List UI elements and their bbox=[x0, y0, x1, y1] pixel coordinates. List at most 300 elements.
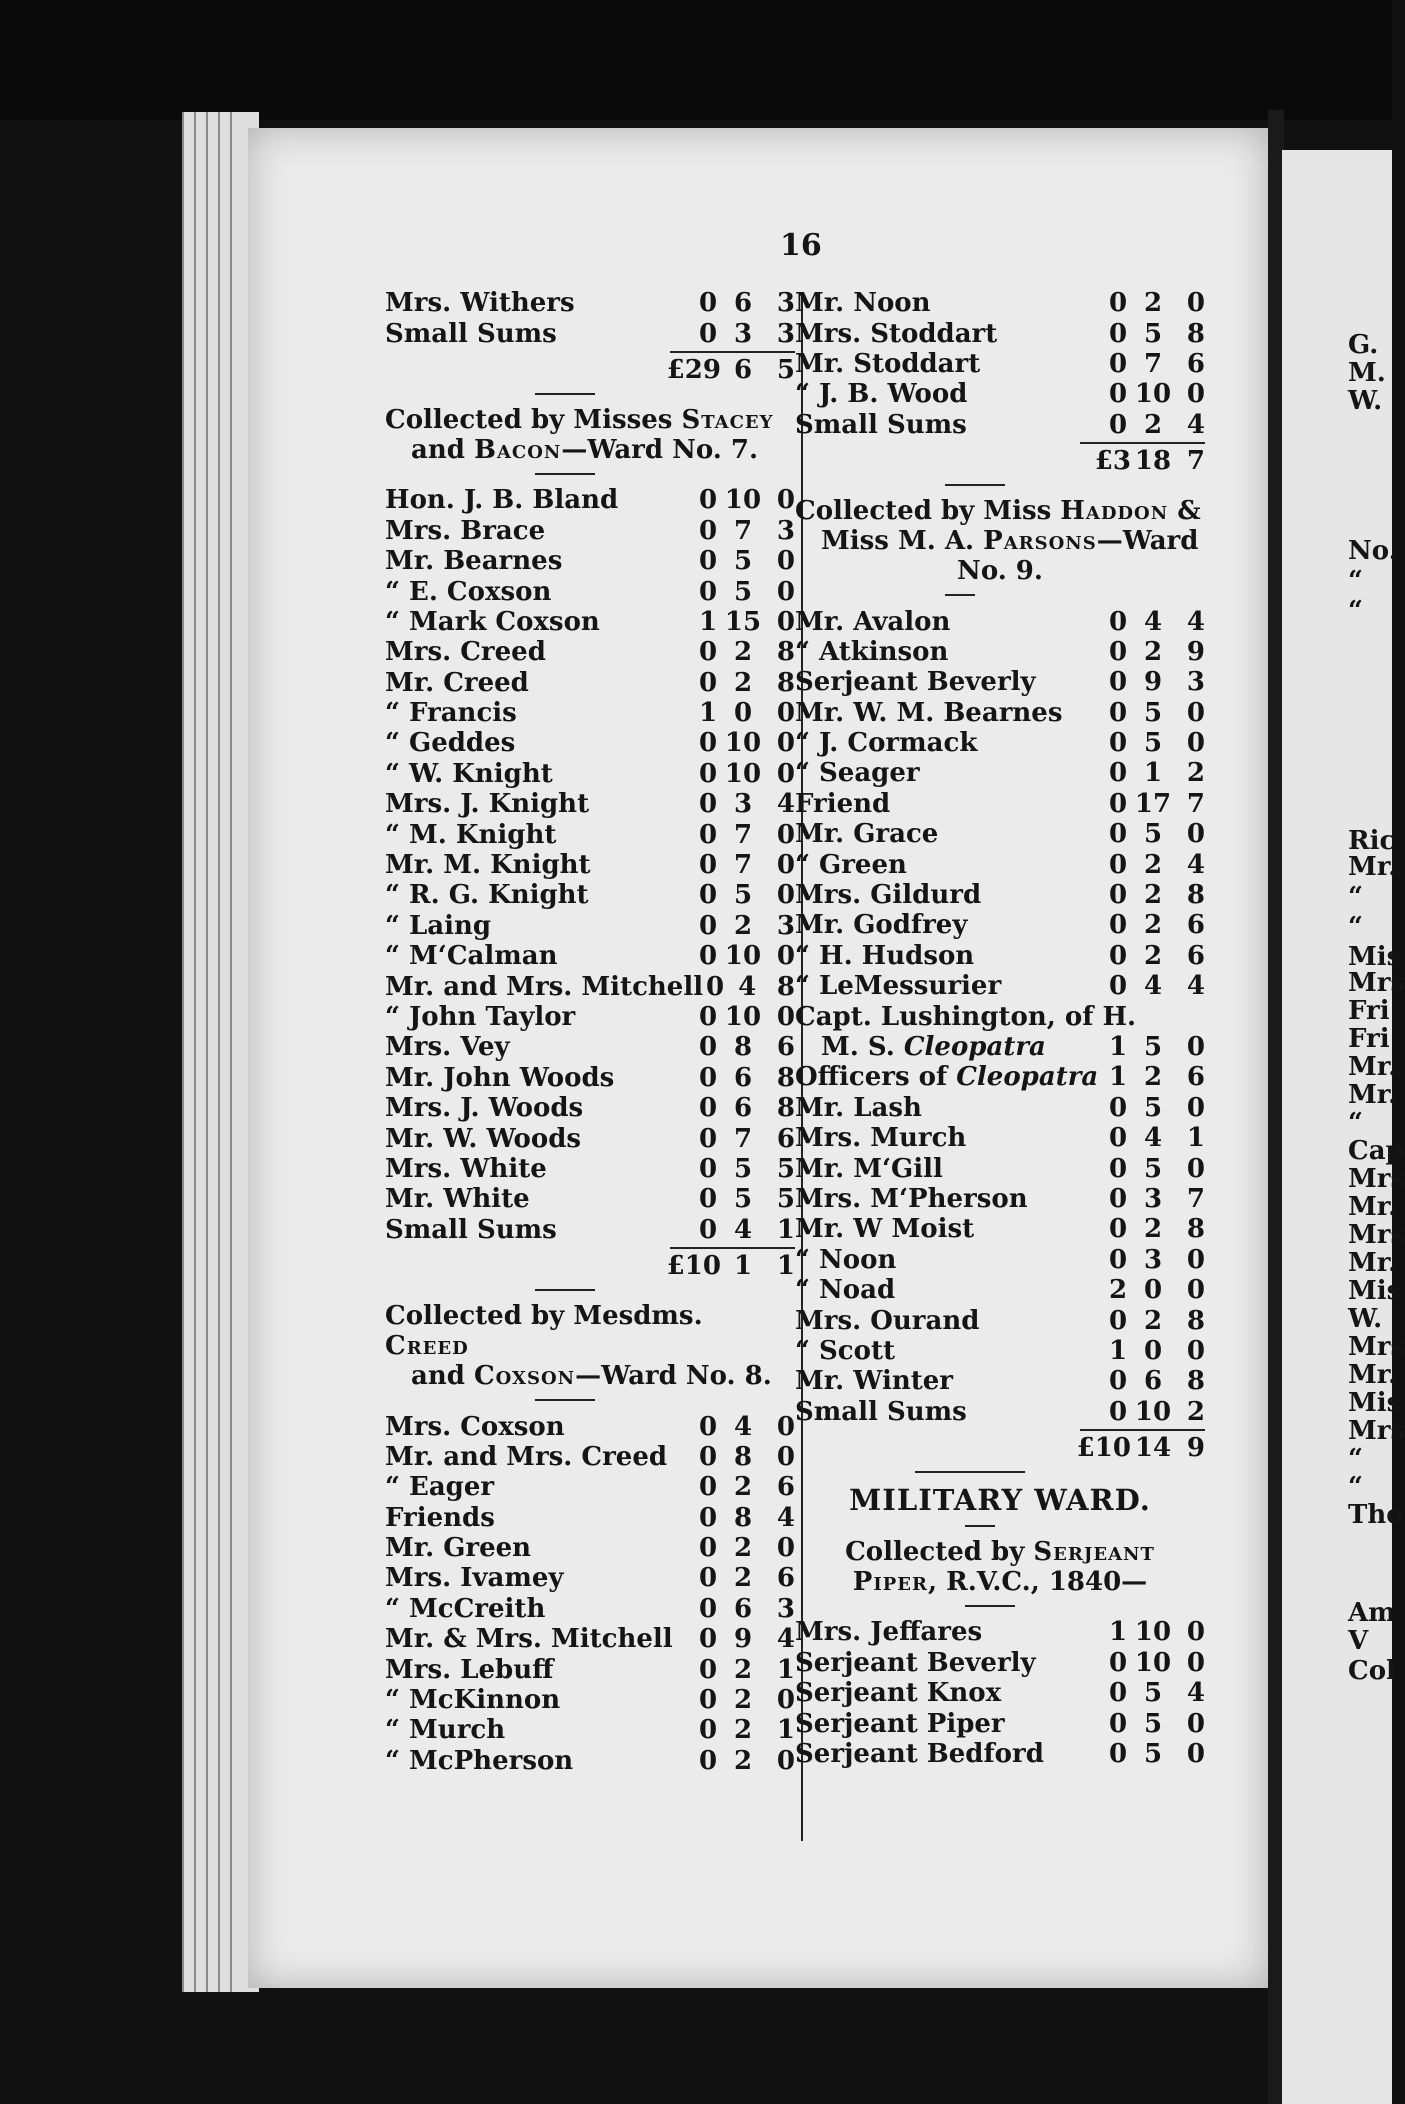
list-item bbox=[385, 789, 795, 819]
pounds: 0 bbox=[698, 1593, 718, 1624]
pounds: 0 bbox=[698, 789, 718, 820]
contributor-name: Mrs. Gildurd bbox=[795, 880, 982, 911]
pounds: 0 bbox=[1108, 1366, 1128, 1397]
facing-page-text: “ bbox=[1348, 882, 1363, 912]
pence: 0 bbox=[1186, 288, 1205, 319]
section-heading-ward-7: Collected by Misses Stacey and Bacon—Ward No. 7. bbox=[385, 405, 774, 466]
section-rule bbox=[535, 1399, 595, 1401]
facing-page-text: Ric bbox=[1348, 826, 1396, 856]
list-item bbox=[385, 880, 795, 910]
right-top-list bbox=[795, 288, 1205, 440]
contributor-name: Mrs. Lebuff bbox=[385, 1654, 554, 1685]
pence: 0 bbox=[1186, 1092, 1205, 1123]
pounds: 0 bbox=[1108, 819, 1128, 850]
pounds: 0 bbox=[698, 1184, 718, 1215]
list-item bbox=[795, 1366, 1205, 1396]
section-rule bbox=[535, 393, 595, 395]
list-item bbox=[385, 576, 795, 606]
pence: 0 bbox=[776, 698, 795, 729]
pence: 0 bbox=[776, 850, 795, 881]
contributor-name: Mrs. Stoddart bbox=[795, 318, 998, 349]
list-item bbox=[795, 1336, 1205, 1366]
shillings: 1 bbox=[1143, 758, 1163, 789]
contributor-name: “ J. Cormack bbox=[795, 728, 978, 759]
pounds: 0 bbox=[1108, 788, 1128, 819]
pounds: 0 bbox=[705, 971, 725, 1002]
shillings: 4 bbox=[733, 1411, 753, 1442]
pounds: 0 bbox=[1108, 1396, 1128, 1427]
contributor-name: Friends bbox=[385, 1502, 495, 1533]
pence: 3 bbox=[776, 318, 795, 349]
shillings: 5 bbox=[1143, 1153, 1163, 1184]
list-item bbox=[795, 698, 1205, 728]
facing-page-text: Mr. bbox=[1348, 1080, 1398, 1110]
facing-page-text: Mr. bbox=[1348, 1192, 1398, 1222]
contributor-name: Hon. J. B. Bland bbox=[385, 485, 619, 516]
pence: 1 bbox=[776, 1654, 795, 1685]
pence: 2 bbox=[1186, 1396, 1205, 1427]
list-item bbox=[385, 318, 795, 348]
pence: 4 bbox=[1186, 409, 1205, 440]
pence: 0 bbox=[776, 1745, 795, 1776]
list-item bbox=[385, 911, 795, 941]
list-item bbox=[385, 698, 795, 728]
pence: 6 bbox=[776, 1563, 795, 1594]
contributor-name: Mrs. Brace bbox=[385, 515, 546, 546]
shillings: 8 bbox=[733, 1441, 753, 1472]
list-item bbox=[385, 1032, 795, 1062]
list-item bbox=[385, 516, 795, 546]
shillings: 10 bbox=[1134, 379, 1172, 410]
pence: 0 bbox=[1186, 728, 1205, 759]
list-item bbox=[795, 667, 1205, 697]
contributor-name: Mr. and Mrs. Creed bbox=[385, 1441, 668, 1472]
list-item bbox=[385, 941, 795, 971]
shillings: 7 bbox=[733, 850, 753, 881]
facing-page-text: G. bbox=[1348, 330, 1379, 360]
section-rule bbox=[965, 1605, 1015, 1607]
list-item bbox=[795, 1397, 1205, 1427]
pounds: 1 bbox=[698, 698, 718, 729]
pounds: 0 bbox=[1108, 940, 1128, 971]
list-item bbox=[385, 971, 795, 1001]
facing-page-text: Mr. bbox=[1348, 1248, 1398, 1278]
list-item bbox=[385, 1002, 795, 1032]
shillings: 3 bbox=[1143, 1244, 1163, 1275]
list-item bbox=[385, 1154, 795, 1184]
list-item bbox=[795, 349, 1205, 379]
list-item: M. S. Cleopatra 1 5 0 bbox=[821, 1032, 1205, 1062]
pence: 2 bbox=[1186, 758, 1205, 789]
pence: 4 bbox=[1186, 849, 1205, 880]
facing-page-text: Mis bbox=[1348, 1388, 1402, 1418]
pence: 0 bbox=[776, 728, 795, 759]
shillings: 5 bbox=[733, 546, 753, 577]
contributor-name: Mrs. J. Woods bbox=[385, 1093, 584, 1124]
pence: 0 bbox=[1186, 1647, 1205, 1678]
shillings: 7 bbox=[1143, 348, 1163, 379]
pence: 6 bbox=[1186, 910, 1205, 941]
section-heading-military: Collected by Serjeant Piper, R.V.C., 1840— bbox=[845, 1537, 1155, 1598]
shillings: 15 bbox=[724, 606, 762, 637]
facing-page-text: “ bbox=[1348, 596, 1363, 626]
pence: 4 bbox=[776, 1502, 795, 1533]
shillings: 4 bbox=[1143, 1123, 1163, 1154]
pence: 0 bbox=[1186, 819, 1205, 850]
facing-page-text: Fri bbox=[1348, 1024, 1390, 1054]
pence: 4 bbox=[1186, 606, 1205, 637]
facing-page-text: Tho bbox=[1348, 1500, 1404, 1530]
pounds: 0 bbox=[1108, 1647, 1128, 1678]
section-heading-ward-9: Collected by Miss Haddon & Miss M. A. Parsons—Ward No. 9. bbox=[795, 496, 1201, 587]
shillings: 6 bbox=[733, 288, 753, 319]
shillings: 5 bbox=[733, 576, 753, 607]
shillings: 2 bbox=[1143, 409, 1163, 440]
pounds: 0 bbox=[698, 941, 718, 972]
shillings: 3 bbox=[1143, 1183, 1163, 1214]
list-item bbox=[795, 288, 1205, 318]
pence: 0 bbox=[776, 1002, 795, 1032]
list-item bbox=[795, 1648, 1205, 1678]
shillings: 7 bbox=[733, 819, 753, 850]
pence: 0 bbox=[776, 758, 795, 789]
shillings: 2 bbox=[1143, 910, 1163, 941]
shillings: 2 bbox=[733, 1563, 753, 1594]
shillings: 2 bbox=[733, 637, 753, 668]
list-item bbox=[385, 1123, 795, 1153]
contributor-name: Mr. Green bbox=[385, 1533, 532, 1564]
total-row: £10 14 9 bbox=[1076, 1433, 1205, 1464]
contributor-name: Mr. and Mrs. Mitchell bbox=[385, 971, 704, 1002]
shillings: 3 bbox=[733, 318, 753, 349]
list-item bbox=[795, 789, 1205, 819]
pence: 4 bbox=[1186, 971, 1205, 1002]
pence: 8 bbox=[776, 637, 795, 668]
shillings: 10 bbox=[724, 758, 762, 789]
contributor-name: Mrs. Coxson bbox=[385, 1411, 565, 1442]
pounds: 1 bbox=[698, 606, 718, 637]
contributor-name: “ Francis bbox=[385, 698, 517, 729]
facing-page-text: M. bbox=[1348, 358, 1386, 388]
list-item bbox=[795, 1245, 1205, 1275]
pounds: 0 bbox=[698, 1654, 718, 1685]
list-item bbox=[795, 1123, 1205, 1153]
shillings: 0 bbox=[733, 698, 753, 729]
facing-page-text: “ bbox=[1348, 566, 1363, 596]
contributor-name: Serjeant Bedford bbox=[795, 1739, 1044, 1770]
total-rule bbox=[670, 351, 795, 353]
contributor-name: Mr. John Woods bbox=[385, 1062, 615, 1093]
shillings: 4 bbox=[1143, 971, 1163, 1002]
total-row: £10 1 1 bbox=[666, 1251, 795, 1282]
contributor-name: “ Seager bbox=[795, 758, 920, 789]
list-item bbox=[385, 1746, 795, 1776]
contributor-name: “ McCreith bbox=[385, 1593, 546, 1624]
pounds: 0 bbox=[698, 1093, 718, 1124]
list-item bbox=[385, 1654, 795, 1684]
contributor-name: “ Noad bbox=[795, 1275, 896, 1306]
pence: 0 bbox=[1186, 1739, 1205, 1770]
pounds: 0 bbox=[698, 1032, 718, 1063]
facing-page-text: “ bbox=[1348, 1444, 1363, 1474]
contributor-name: Mrs. Jeffares bbox=[795, 1617, 983, 1648]
contributor-name: “ R. G. Knight bbox=[385, 880, 589, 911]
military-list bbox=[795, 1617, 1205, 1769]
shillings: 6 bbox=[733, 1062, 753, 1093]
contributor-name: Mrs. Withers bbox=[385, 288, 575, 319]
pence: 0 bbox=[1186, 1617, 1205, 1648]
pounds: 0 bbox=[1108, 910, 1128, 941]
contributor-name: Mrs. J. Knight bbox=[385, 789, 590, 820]
section-rule bbox=[965, 1525, 995, 1527]
pounds: 1 bbox=[1108, 1617, 1128, 1648]
ward-7-list bbox=[385, 485, 795, 1245]
list-item bbox=[385, 1063, 795, 1093]
pounds: 0 bbox=[698, 576, 718, 607]
ward-8-list bbox=[385, 1411, 795, 1776]
shillings: 5 bbox=[1143, 1708, 1163, 1739]
pounds: 0 bbox=[1108, 318, 1128, 349]
shillings: 2 bbox=[1143, 636, 1163, 667]
shillings: 5 bbox=[1143, 819, 1163, 850]
contributor-name: “ Green bbox=[795, 849, 907, 880]
pounds: 0 bbox=[1108, 667, 1128, 698]
pounds: 0 bbox=[698, 288, 718, 319]
pounds: 0 bbox=[698, 910, 718, 941]
facing-page-text: “ bbox=[1348, 1108, 1363, 1138]
contributor-name: Mr. Grace bbox=[795, 819, 939, 850]
pounds: 0 bbox=[1108, 1678, 1128, 1709]
shillings: 10 bbox=[724, 1002, 762, 1032]
shillings: 2 bbox=[733, 1685, 753, 1716]
shillings: 2 bbox=[733, 1715, 753, 1746]
pence: 6 bbox=[776, 1472, 795, 1503]
shillings: 2 bbox=[1143, 1305, 1163, 1336]
list-item bbox=[385, 759, 795, 789]
contributor-name: Mr. W. M. Bearnes bbox=[795, 697, 1063, 728]
contributor-name: Serjeant Beverly bbox=[795, 667, 1036, 698]
pence: 5 bbox=[776, 1184, 795, 1215]
pence: 0 bbox=[1186, 697, 1205, 728]
facing-page-text: Mr. bbox=[1348, 852, 1398, 882]
shillings: 5 bbox=[733, 880, 753, 911]
contributor-name: Mr. Bearnes bbox=[385, 546, 563, 577]
list-item bbox=[385, 1184, 795, 1214]
pounds: 0 bbox=[1108, 606, 1128, 637]
shillings: 2 bbox=[1143, 940, 1163, 971]
shillings: 9 bbox=[733, 1624, 753, 1655]
shillings: 8 bbox=[733, 1032, 753, 1063]
facing-page-text: Mis bbox=[1348, 942, 1402, 972]
list-item bbox=[385, 1215, 795, 1245]
list-item bbox=[385, 819, 795, 849]
list-item bbox=[385, 1503, 795, 1533]
contributor-name: Mr. Avalon bbox=[795, 606, 951, 637]
list-item bbox=[385, 607, 795, 637]
pounds: 0 bbox=[1108, 697, 1128, 728]
shillings: 2 bbox=[1143, 288, 1163, 319]
pence: 0 bbox=[776, 1411, 795, 1442]
pence: 6 bbox=[1186, 348, 1205, 379]
contributor-name: “ Noon bbox=[795, 1244, 897, 1275]
list-item bbox=[385, 850, 795, 880]
facing-page-text: Col bbox=[1348, 1656, 1396, 1686]
pounds: 0 bbox=[1108, 880, 1128, 911]
pence: 6 bbox=[776, 1123, 795, 1154]
list-item bbox=[795, 728, 1205, 758]
list-item bbox=[385, 1594, 795, 1624]
shillings: 5 bbox=[733, 1153, 753, 1184]
contributor-name: “ Laing bbox=[385, 910, 492, 941]
shillings: 4 bbox=[733, 1214, 753, 1245]
shillings: 2 bbox=[733, 1472, 753, 1503]
facing-page-text: Mrs bbox=[1348, 1332, 1405, 1362]
shillings: 10 bbox=[724, 485, 762, 516]
facing-page-text: V bbox=[1348, 1626, 1369, 1656]
pounds: 0 bbox=[1108, 1092, 1128, 1123]
list-item bbox=[385, 668, 795, 698]
pounds: 0 bbox=[1108, 1708, 1128, 1739]
section-heading-ward-8: Collected by Mesdms. Creed and Coxson—Ward No. 8. bbox=[385, 1301, 772, 1392]
total-rule bbox=[670, 1247, 795, 1249]
pence: 4 bbox=[1186, 1678, 1205, 1709]
shillings: 17 bbox=[1134, 788, 1172, 819]
pence: 0 bbox=[776, 576, 795, 607]
contributor-name: Mr. Noon bbox=[795, 288, 931, 319]
pounds: 0 bbox=[698, 1502, 718, 1533]
pounds: 0 bbox=[698, 1062, 718, 1093]
shillings: 7 bbox=[733, 1123, 753, 1154]
ward-9-list bbox=[795, 606, 1205, 1001]
list-item bbox=[385, 1563, 795, 1593]
total-row: £29 6 5 bbox=[666, 354, 795, 385]
pence: 7 bbox=[1186, 1183, 1205, 1214]
contributor-name: “ E. Coxson bbox=[385, 576, 552, 607]
shillings: 5 bbox=[1143, 1678, 1163, 1709]
pence: 3 bbox=[776, 288, 795, 319]
contributor-name: Serjeant Piper bbox=[795, 1708, 1005, 1739]
shillings: 0 bbox=[1143, 1275, 1163, 1306]
list-item bbox=[795, 1617, 1205, 1647]
pence: 0 bbox=[776, 546, 795, 577]
contributor-name: Mrs. Vey bbox=[385, 1032, 510, 1063]
pence: 0 bbox=[776, 1441, 795, 1472]
list-item bbox=[795, 910, 1205, 940]
contributor-name: Friend bbox=[795, 788, 891, 819]
pounds: 0 bbox=[698, 819, 718, 850]
list-item: Officers of Cleopatra 1 2 6 bbox=[795, 1062, 1205, 1093]
contributor-name: Mrs. Ourand bbox=[795, 1305, 980, 1336]
contributor-name: Small Sums bbox=[385, 318, 557, 349]
pence: 8 bbox=[1186, 1366, 1205, 1397]
contributor-name: “ LeMessurier bbox=[795, 971, 1002, 1002]
shillings: 0 bbox=[1143, 1335, 1163, 1366]
pence: 6 bbox=[1186, 940, 1205, 971]
list-item bbox=[795, 819, 1205, 849]
shillings: 5 bbox=[1143, 728, 1163, 759]
total-rule bbox=[1080, 442, 1205, 444]
section-rule bbox=[945, 484, 1005, 486]
section-rule bbox=[915, 1471, 1025, 1473]
facing-page-text: Am bbox=[1348, 1598, 1396, 1628]
contributor-name: “ Murch bbox=[385, 1715, 506, 1746]
shillings: 2 bbox=[733, 1745, 753, 1776]
contributor-name: Mr. Lash bbox=[795, 1092, 922, 1123]
pounds: 0 bbox=[1108, 1739, 1128, 1770]
contributor-name: Mr. W Moist bbox=[795, 1214, 975, 1245]
contributor-name: “ Geddes bbox=[385, 728, 516, 759]
pence: 8 bbox=[1186, 880, 1205, 911]
list-item bbox=[795, 1739, 1205, 1769]
pounds: 0 bbox=[698, 1153, 718, 1184]
pence: 1 bbox=[776, 1214, 795, 1245]
facing-page-text: “ bbox=[1348, 912, 1363, 942]
list-item bbox=[385, 288, 795, 318]
pounds: 0 bbox=[698, 1472, 718, 1503]
pounds: 0 bbox=[698, 880, 718, 911]
contributor-name: “ Scott bbox=[795, 1335, 895, 1366]
contributor-name: “ Atkinson bbox=[795, 636, 949, 667]
pounds: 0 bbox=[1108, 1214, 1128, 1245]
pence: 0 bbox=[1186, 379, 1205, 410]
pounds: 0 bbox=[1108, 728, 1128, 759]
list-item bbox=[385, 1685, 795, 1715]
list-item bbox=[795, 758, 1205, 788]
shillings: 7 bbox=[733, 515, 753, 546]
pounds: 0 bbox=[1108, 971, 1128, 1002]
pounds: 0 bbox=[698, 1002, 718, 1032]
pounds: 0 bbox=[698, 1123, 718, 1154]
list-item bbox=[795, 606, 1205, 636]
list-item bbox=[795, 1184, 1205, 1214]
contributor-name: “ Mark Coxson bbox=[385, 606, 600, 637]
pounds: 0 bbox=[698, 758, 718, 789]
pence: 0 bbox=[776, 606, 795, 637]
list-item bbox=[795, 1153, 1205, 1183]
shillings: 2 bbox=[733, 667, 753, 698]
left-column bbox=[385, 288, 795, 1776]
pence: 8 bbox=[1186, 1214, 1205, 1245]
shillings: 2 bbox=[1143, 880, 1163, 911]
total-row: £3 18 7 bbox=[1094, 446, 1205, 477]
pence: 0 bbox=[1186, 1275, 1205, 1306]
contributor-name: Serjeant Beverly bbox=[795, 1647, 1036, 1678]
list-item bbox=[795, 1708, 1205, 1738]
shillings: 6 bbox=[733, 1093, 753, 1124]
pence: 0 bbox=[776, 485, 795, 516]
pence: 8 bbox=[776, 1093, 795, 1124]
pounds: 0 bbox=[698, 728, 718, 759]
pounds: 0 bbox=[1108, 379, 1128, 410]
shillings: 2 bbox=[733, 1533, 753, 1564]
pence: 3 bbox=[776, 910, 795, 941]
pounds: 0 bbox=[698, 1563, 718, 1594]
contributor-name: Mr. Winter bbox=[795, 1366, 953, 1397]
ward-9-list-cont bbox=[795, 1093, 1205, 1427]
pounds: 1 bbox=[1108, 1335, 1128, 1366]
pounds: 0 bbox=[1108, 288, 1128, 319]
contributor-name: “ H. Hudson bbox=[795, 940, 975, 971]
list-item bbox=[795, 880, 1205, 910]
facing-page-text: Mis bbox=[1348, 1276, 1402, 1306]
left-top-list bbox=[385, 288, 795, 349]
pounds: 0 bbox=[1108, 1183, 1128, 1214]
pence: 7 bbox=[1186, 788, 1205, 819]
pounds: 0 bbox=[698, 667, 718, 698]
contributor-name: Mr. Creed bbox=[385, 667, 529, 698]
shillings: 10 bbox=[1134, 1396, 1172, 1427]
contributor-name: Mr. M‘Gill bbox=[795, 1153, 943, 1184]
